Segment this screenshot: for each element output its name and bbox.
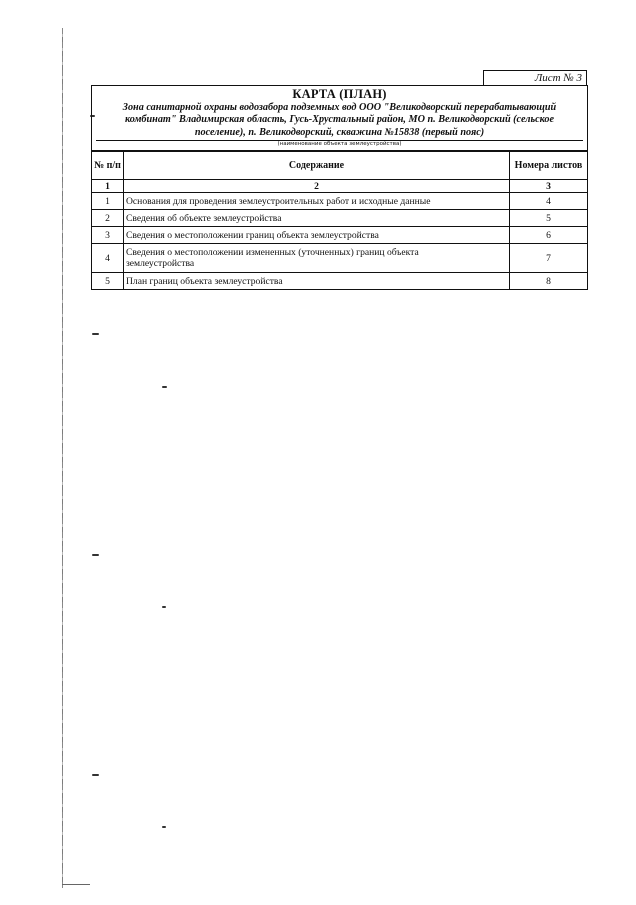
scan-speck (162, 386, 167, 388)
table-header-row (92, 152, 588, 180)
table-row (92, 210, 588, 227)
table-row (92, 244, 588, 273)
row-content: План границ объекта землеустройства (124, 273, 510, 290)
column-index: 1 (92, 180, 124, 193)
row-content: Сведения о местоположении измененных (уточненных) границ объекта землеустройства (124, 244, 510, 273)
row-sheet-number: 4 (510, 193, 588, 210)
row-number: 4 (92, 244, 124, 273)
scan-speck (162, 606, 166, 608)
scan-speck (92, 554, 99, 556)
row-number: 5 (92, 273, 124, 290)
document-header (91, 85, 588, 151)
table-row (92, 227, 588, 244)
document-title: КАРТА (ПЛАН) (292, 87, 387, 101)
header-sheets: Номера листов (510, 152, 588, 180)
object-name-caption: (наименование объекта землеустройства) (277, 140, 402, 147)
row-sheet-number: 8 (510, 273, 588, 290)
column-index: 3 (510, 180, 588, 193)
scan-speck (162, 826, 166, 828)
object-description: Зона санитарной охраны водозабора подземных вод ООО "Великодворский перерабатывающий комбинат" Владимирская область, Гусь-Хрустальный район, МО п. Великодворский (сельское поселение), п. Великодворский, скважина №15838 (первый пояс) (122, 102, 557, 138)
binding-edge-line (62, 28, 63, 888)
row-number: 3 (92, 227, 124, 244)
header-content: Содержание (124, 152, 510, 180)
row-number: 1 (92, 193, 124, 210)
row-sheet-number: 5 (510, 210, 588, 227)
row-content: Сведения о местоположении границ объекта землеустройства (124, 227, 510, 244)
column-index: 2 (124, 180, 510, 193)
row-number: 2 (92, 210, 124, 227)
column-index-row (92, 180, 588, 193)
row-sheet-number: 6 (510, 227, 588, 244)
sheet-number-label: Лист № 3 (534, 72, 582, 84)
header-num: № п/п (92, 152, 124, 180)
table-row (92, 193, 588, 210)
sheet-number-box (483, 70, 587, 85)
contents-table (91, 151, 588, 290)
row-content: Основания для проведения землеустроительных работ и исходные данные (124, 193, 510, 210)
scan-speck (92, 333, 99, 335)
table-row (92, 273, 588, 290)
row-content: Сведения об объекте землеустройства (124, 210, 510, 227)
row-sheet-number: 7 (510, 244, 588, 273)
binding-edge-foot (62, 884, 90, 885)
scan-speck (92, 774, 99, 776)
